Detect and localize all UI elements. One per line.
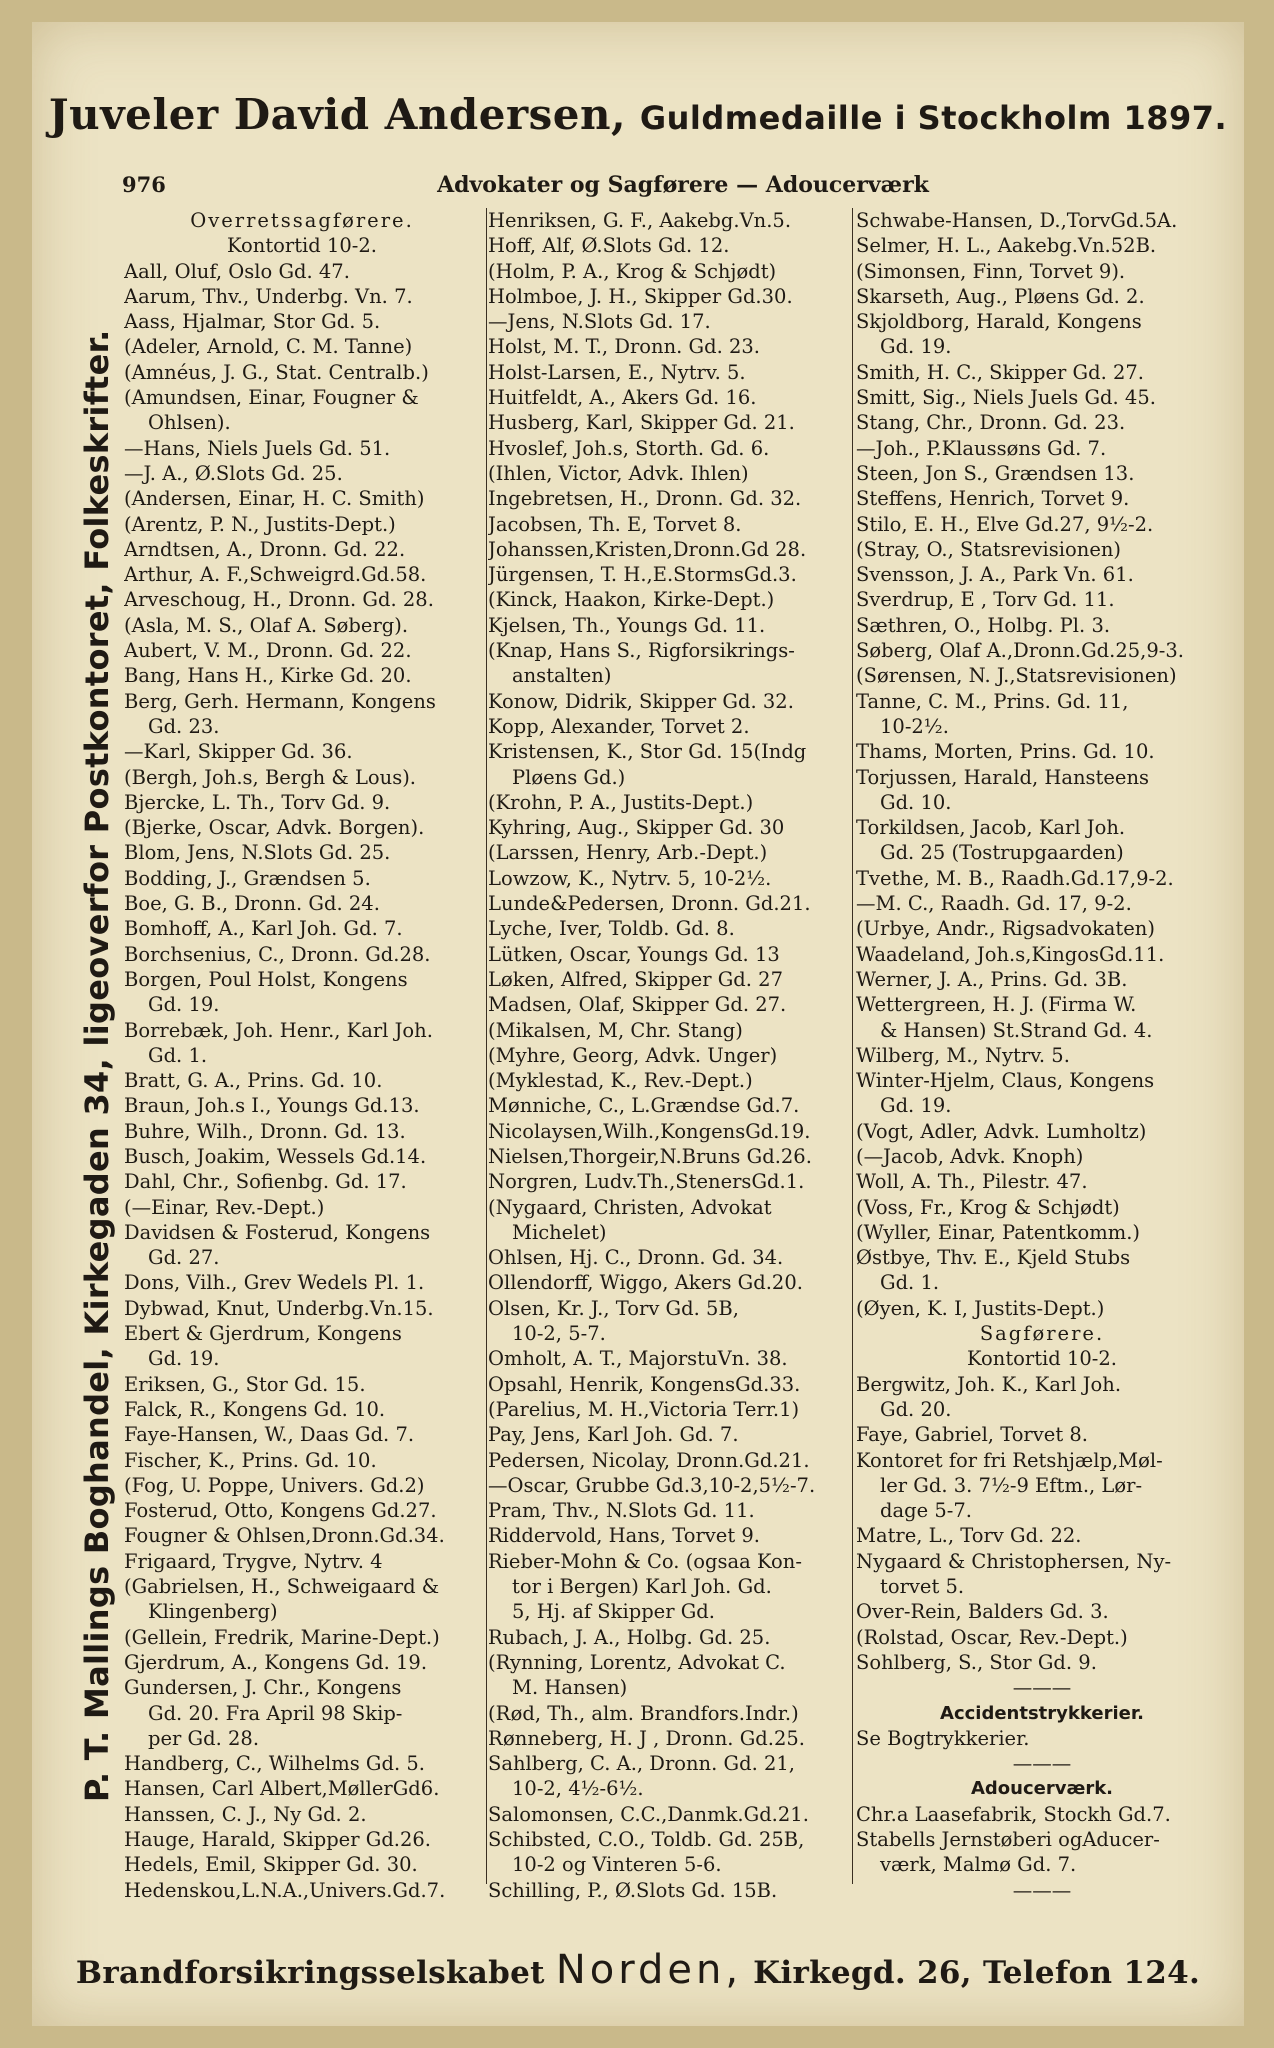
directory-entry: Kristensen, K., Stor Gd. 15(Indg <box>488 740 807 764</box>
directory-entry: Pedersen, Nicolay, Dronn.Gd.21. <box>488 1448 810 1472</box>
directory-entry: Gd. 19. <box>880 335 952 359</box>
directory-entry: Selmer, H. L., Aakebg.Vn.52B. <box>856 234 1157 258</box>
directory-entry: Wilberg, M., Nytrv. 5. <box>856 1043 1070 1067</box>
directory-entry: Madsen, Olaf, Skipper Gd. 27. <box>488 993 787 1017</box>
directory-entry: —Joh., P.Klaussøns Gd. 7. <box>856 436 1107 460</box>
directory-entry: (Gabrielsen, H., Schweigaard & <box>124 1575 440 1599</box>
directory-entry: (Adeler, Arnold, C. M. Tanne) <box>124 335 413 359</box>
section-heading: Sagførere. <box>979 1322 1105 1346</box>
directory-entry: Nygaard & Christophersen, Ny- <box>856 1549 1172 1573</box>
directory-entry: (—Einar, Rev.-Dept.) <box>124 1195 325 1219</box>
directory-entry: Rieber-Mohn & Co. (ogsaa Kon- <box>488 1549 802 1573</box>
directory-entry: Ollendorff, Wiggo, Akers Gd.20. <box>488 1271 803 1295</box>
directory-entry: Stang, Chr., Dronn. Gd. 23. <box>856 411 1126 435</box>
directory-entry: Mønniche, C., L.Grændse Gd.7. <box>488 1094 800 1118</box>
directory-entry: Lunde&Pedersen, Dronn. Gd.21. <box>488 892 811 916</box>
bottom-advertisement <box>32 1947 1244 1993</box>
directory-entry: Wettergreen, H. J. (Firma W. <box>856 993 1137 1017</box>
section-heading: Adoucerværk. <box>970 1778 1114 1800</box>
column-2 <box>488 208 848 1903</box>
directory-entry: (Urbye, Andr., Rigsadvokaten) <box>856 917 1155 941</box>
directory-entry: Winter-Hjelm, Claus, Kongens <box>856 1069 1155 1093</box>
directory-entry: dage 5-7. <box>880 1499 972 1523</box>
directory-entry: (Bergh, Joh.s, Bergh & Lous). <box>124 765 417 789</box>
directory-entry: Stilo, E. H., Elve Gd.27, 9½-2. <box>856 512 1154 536</box>
directory-entry: Holst, M. T., Dronn. Gd. 23. <box>488 335 761 359</box>
directory-entry: Holst-Larsen, E., Nytrv. 5. <box>488 360 746 384</box>
directory-entry: Arndtsen, A., Dronn. Gd. 22. <box>124 537 406 561</box>
directory-entry: værk, Malmø Gd. 7. <box>880 1853 1077 1877</box>
directory-entry: —M. C., Raadh. Gd. 17, 9-2. <box>856 892 1132 916</box>
directory-entry: (Fog, U. Poppe, Univers. Gd.2) <box>124 1473 425 1497</box>
directory-entry: Werner, J. A., Prins. Gd. 3B. <box>856 967 1128 991</box>
directory-entry: —Oscar, Grubbe Gd.3,10-2,5½-7. <box>488 1473 816 1497</box>
directory-entry: Hanssen, C. J., Ny Gd. 2. <box>124 1802 367 1826</box>
directory-entry: Huitfeldt, A., Akers Gd. 16. <box>488 386 757 410</box>
directory-entry: 10-2½. <box>880 714 949 738</box>
directory-entry: per Gd. 28. <box>148 1726 260 1750</box>
directory-entry: Gd. 23. <box>148 714 220 738</box>
directory-entry: Sahlberg, C. A., Dronn. Gd. 21, <box>488 1752 795 1776</box>
directory-entry: —J. A., Ø.Slots Gd. 25. <box>124 461 343 485</box>
directory-entry: Kopp, Alexander, Torvet 2. <box>488 714 750 738</box>
directory-entry: Gd. 1. <box>148 1043 208 1067</box>
directory-entry: Hedenskou,L.N.A.,Univers.Gd.7. <box>124 1878 446 1902</box>
section-subheading: Kontortid 10-2. <box>226 234 377 258</box>
directory-entry: Konow, Didrik, Skipper Gd. 32. <box>488 689 794 713</box>
directory-entry: Fougner & Ohlsen,Dronn.Gd.34. <box>124 1524 445 1548</box>
directory-entry: 10-2 og Vinteren 5-6. <box>512 1853 722 1877</box>
directory-entry: Se Bogtrykkerier. <box>856 1726 1030 1750</box>
section-heading: Accidentstrykkerier. <box>940 1702 1144 1724</box>
directory-entry: 5, Hj. af Skipper Gd. <box>512 1600 715 1624</box>
directory-entry: (Ihlen, Victor, Advk. Ihlen) <box>488 461 749 485</box>
directory-entry: M. Hansen) <box>512 1676 628 1700</box>
directory-entry: Smith, H. C., Skipper Gd. 27. <box>856 360 1145 384</box>
directory-entry: (Rød, Th., alm. Brandfors.Indr.) <box>488 1701 799 1725</box>
directory-entry: Thams, Morten, Prins. Gd. 10. <box>856 740 1155 764</box>
directory-entry: Kontoret for fri Retshjælp,Møl- <box>856 1448 1163 1472</box>
directory-entry: Lütken, Oscar, Youngs Gd. 13 <box>488 942 780 966</box>
directory-entry: Borrebæk, Joh. Henr., Karl Joh. <box>124 1018 433 1042</box>
directory-entry: Arthur, A. F.,Schweigrd.Gd.58. <box>124 563 427 587</box>
directory-entry: (Gellein, Fredrik, Marine-Dept.) <box>124 1625 440 1649</box>
directory-entry: (Amnéus, J. G., Stat. Centralb.) <box>124 360 429 384</box>
directory-entry: (Rynning, Lorentz, Advokat C. <box>488 1650 786 1674</box>
directory-entry: & Hansen) St.Strand Gd. 4. <box>880 1018 1153 1042</box>
directory-entry: Faye, Gabriel, Torvet 8. <box>856 1423 1088 1447</box>
directory-entry: Gundersen, J. Chr., Kongens <box>124 1676 402 1700</box>
directory-entry: Gd. 1. <box>880 1271 940 1295</box>
directory-entry: Salomonsen, C.C.,Danmk.Gd.21. <box>488 1802 809 1826</box>
column-rule <box>486 208 487 1884</box>
top-ad-text: Guldmedaille i Stockholm 1897. <box>639 99 1228 137</box>
directory-entry: —Karl, Skipper Gd. 36. <box>124 740 353 764</box>
directory-entry: Borchsenius, C., Dronn. Gd.28. <box>124 942 431 966</box>
directory-entry: Steffens, Henrich, Torvet 9. <box>856 487 1130 511</box>
directory-entry: Michelet) <box>512 1220 607 1244</box>
separator: ——— <box>1012 1676 1072 1700</box>
directory-entry: Klingenberg) <box>148 1600 278 1624</box>
bottom-ad-name: Norden, <box>555 1947 743 1993</box>
directory-entry: Gd. 20. <box>880 1397 952 1421</box>
directory-entry: Jacobsen, Th. E, Torvet 8. <box>488 512 742 536</box>
directory-entry: Sæthren, O., Holbg. Pl. 3. <box>856 613 1111 637</box>
directory-entry: Rubach, J. A., Holbg. Gd. 25. <box>488 1625 771 1649</box>
directory-entry: Frigaard, Trygve, Nytrv. 4 <box>124 1549 383 1573</box>
directory-entry: —Hans, Niels Juels Gd. 51. <box>124 436 391 460</box>
directory-entry: (Nygaard, Christen, Advokat <box>488 1195 772 1219</box>
directory-entry: ler Gd. 3. 7½-9 Eftm., Lør- <box>880 1473 1143 1497</box>
directory-entry: Woll, A. Th., Pilestr. 47. <box>856 1170 1088 1194</box>
directory-entry: —Jens, N.Slots Gd. 17. <box>488 310 711 334</box>
section-subheading: Kontortid 10-2. <box>966 1347 1117 1371</box>
directory-entry: Over-Rein, Balders Gd. 3. <box>856 1600 1109 1624</box>
directory-entry: torvet 5. <box>880 1575 965 1599</box>
bottom-ad-post: Kirkegd. 26, Telefon 124. <box>753 1955 1201 1991</box>
directory-entry: (Myhre, Georg, Advk. Unger) <box>488 1043 778 1067</box>
directory-entry: Nicolaysen,Wilh.,KongensGd.19. <box>488 1119 811 1143</box>
page-heading: Advokater og Sagførere — Adoucerværk <box>437 172 929 198</box>
directory-entry: Søberg, Olaf A.,Dronn.Gd.25,9-3. <box>856 639 1184 663</box>
directory-entry: Omholt, A. T., MajorstuVn. 38. <box>488 1347 788 1371</box>
directory-entry: Pløens Gd.) <box>512 765 626 789</box>
directory-entry: Smitt, Sig., Niels Juels Gd. 45. <box>856 386 1156 410</box>
directory-entry: Dons, Vilh., Grev Wedels Pl. 1. <box>124 1271 425 1295</box>
directory-entry: Gd. 25 (Tostrupgaarden) <box>880 841 1124 865</box>
directory-entry: Handberg, C., Wilhelms Gd. 5. <box>124 1752 425 1776</box>
directory-entry: (Mikalsen, M, Chr. Stang) <box>488 1018 743 1042</box>
directory-entry: Lowzow, K., Nytrv. 5, 10-2½. <box>488 866 772 890</box>
directory-entry: Bergwitz, Joh. K., Karl Joh. <box>856 1372 1122 1396</box>
directory-entry: Tvethe, M. B., Raadh.Gd.17,9-2. <box>856 866 1174 890</box>
directory-entry: (Krohn, P. A., Justits-Dept.) <box>488 790 754 814</box>
directory-entry: (Arentz, P. N., Justits-Dept.) <box>124 512 396 536</box>
directory-page <box>32 22 1244 2026</box>
page-number: 976 <box>122 172 166 197</box>
directory-entry: Fischer, K., Prins. Gd. 10. <box>124 1448 377 1472</box>
directory-entry: Borgen, Poul Holst, Kongens <box>124 967 408 991</box>
directory-entry: Jürgensen, T. H.,E.StormsGd.3. <box>488 563 797 587</box>
directory-entry: Gjerdrum, A., Kongens Gd. 19. <box>124 1650 428 1674</box>
directory-entry: (Stray, O., Statsrevisionen) <box>856 537 1122 561</box>
column-1 <box>124 208 480 1903</box>
directory-entry: (Parelius, M. H.,Victoria Terr.1) <box>488 1397 800 1421</box>
side-advertisement: P. T. Mallings Boghandel, Kirkegaden 34, ligeoverfor Postkontoret, Folkeskrifter. <box>78 329 116 1802</box>
directory-entry: Henriksen, G. F., Aakebg.Vn.5. <box>488 209 792 232</box>
directory-entry: (Amundsen, Einar, Fougner & <box>124 386 419 410</box>
directory-entry: Torjussen, Harald, Hansteens <box>856 765 1150 789</box>
directory-entry: Pram, Thv., N.Slots Gd. 11. <box>488 1499 755 1523</box>
directory-entry: Bodding, J., Grændsen 5. <box>124 866 371 890</box>
directory-entry: Gd. 19. <box>148 993 220 1017</box>
directory-entry: Steen, Jon S., Grændsen 13. <box>856 461 1135 485</box>
directory-entry: Fosterud, Otto, Kongens Gd.27. <box>124 1499 437 1523</box>
column-3 <box>856 208 1228 1903</box>
directory-entry: Sohlberg, S., Stor Gd. 9. <box>856 1650 1097 1674</box>
directory-entry: Gd. 20. Fra April 98 Skip- <box>148 1701 403 1725</box>
directory-entry: Skarseth, Aug., Pløens Gd. 2. <box>856 284 1145 308</box>
directory-entry: (Wyller, Einar, Patentkomm.) <box>856 1220 1141 1244</box>
directory-entry: Davidsen & Fosterud, Kongens <box>124 1220 431 1244</box>
directory-entry: Gd. 27. <box>148 1246 220 1270</box>
directory-entry: Tanne, C. M., Prins. Gd. 11, <box>856 689 1129 713</box>
directory-entry: (Kinck, Haakon, Kirke-Dept.) <box>488 588 775 612</box>
directory-entry: Gd. 19. <box>880 1094 952 1118</box>
directory-entry: Berg, Gerh. Hermann, Kongens <box>124 689 436 713</box>
directory-entry: Husberg, Karl, Skipper Gd. 21. <box>488 411 795 435</box>
directory-entry: Schibsted, C.O., Toldb. Gd. 25B, <box>488 1828 805 1851</box>
directory-entry: Norgren, Ludv.Th.,StenersGd.1. <box>488 1170 805 1194</box>
directory-entry: Hansen, Carl Albert,MøllerGd6. <box>124 1777 440 1801</box>
directory-entry: Pay, Jens, Karl Joh. Gd. 7. <box>488 1423 739 1447</box>
directory-entry: Rønneberg, H. J , Dronn. Gd.25. <box>488 1726 805 1750</box>
directory-entry: Buhre, Wilh., Dronn. Gd. 13. <box>124 1119 406 1143</box>
directory-entry: Torkildsen, Jacob, Karl Joh. <box>856 816 1126 840</box>
directory-entry: Bang, Hans H., Kirke Gd. 20. <box>124 664 412 688</box>
directory-entry: (Holm, P. A., Krog & Schjødt) <box>488 259 777 283</box>
directory-entry: Holmboe, J. H., Skipper Gd.30. <box>488 284 793 308</box>
directory-entry: Eriksen, G., Stor Gd. 15. <box>124 1372 366 1396</box>
directory-entry: (Øyen, K. I, Justits-Dept.) <box>856 1296 1105 1320</box>
directory-entry: Dybwad, Knut, Underbg.Vn.15. <box>124 1296 434 1320</box>
directory-entry: (Voss, Fr., Krog & Schjødt) <box>856 1195 1120 1219</box>
directory-entry: Ingebretsen, H., Dronn. Gd. 32. <box>488 487 802 511</box>
separator: ——— <box>1012 1878 1072 1902</box>
directory-entry: Boe, G. B., Dronn. Gd. 24. <box>124 892 380 916</box>
directory-entry: Waadeland, Joh.s,KingosGd.11. <box>856 942 1165 966</box>
directory-entry: Bomhoff, A., Karl Joh. Gd. 7. <box>124 917 403 941</box>
directory-entry: Skjoldborg, Harald, Kongens <box>856 310 1142 334</box>
top-advertisement <box>32 90 1244 139</box>
directory-entry: Arveschoug, H., Dronn. Gd. 28. <box>124 588 434 612</box>
directory-entry: (Sørensen, N. J.,Statsrevisionen) <box>856 664 1177 688</box>
directory-entry: Johanssen,Kristen,Dronn.Gd 28. <box>488 537 807 561</box>
directory-entry: Matre, L., Torv Gd. 22. <box>856 1524 1082 1548</box>
separator: ——— <box>1012 1752 1072 1776</box>
directory-entry: Schilling, P., Ø.Slots Gd. 15B. <box>488 1878 778 1902</box>
directory-entry: Lyche, Iver, Toldb. Gd. 8. <box>488 917 735 941</box>
directory-entry: Østbye, Thv. E., Kjeld Stubs <box>856 1246 1131 1270</box>
directory-entry: Gd. 19. <box>148 1347 220 1371</box>
directory-entry: Hedels, Emil, Skipper Gd. 30. <box>124 1853 418 1877</box>
directory-entry: Ebert & Gjerdrum, Kongens <box>124 1322 402 1346</box>
directory-entry: Olsen, Kr. J., Torv Gd. 5B, <box>488 1296 739 1320</box>
directory-entry: (—Jacob, Advk. Knoph) <box>856 1144 1084 1168</box>
bottom-ad-pre: Brandforsikringsselskabet <box>75 1955 545 1991</box>
directory-entry: Hauge, Harald, Skipper Gd.26. <box>124 1828 432 1851</box>
directory-entry: Svensson, J. A., Park Vn. 61. <box>856 563 1134 587</box>
directory-entry: 10-2, 4½-6½. <box>512 1777 644 1801</box>
column-rule <box>852 208 853 1884</box>
directory-entry: Falck, R., Kongens Gd. 10. <box>124 1397 386 1421</box>
directory-entry: Sverdrup, E , Torv Gd. 11. <box>856 588 1115 612</box>
directory-entry: Opsahl, Henrik, KongensGd.33. <box>488 1372 801 1396</box>
directory-entry: Ohlsen). <box>148 411 231 435</box>
directory-entry: tor i Bergen) Karl Joh. Gd. <box>512 1575 772 1599</box>
directory-entry: (Simonsen, Finn, Torvet 9). <box>856 259 1126 283</box>
directory-entry: (Knap, Hans S., Rigforsikrings- <box>488 639 795 663</box>
directory-entry: Bjercke, L. Th., Torv Gd. 9. <box>124 790 391 814</box>
directory-entry: Hoff, Alf, Ø.Slots Gd. 12. <box>488 234 730 258</box>
top-ad-name: Juveler David Andersen, <box>48 90 627 139</box>
directory-entry: (Vogt, Adler, Advk. Lumholtz) <box>856 1119 1147 1143</box>
directory-entry: Bratt, G. A., Prins. Gd. 10. <box>124 1069 383 1093</box>
directory-entry: Aall, Oluf, Oslo Gd. 47. <box>124 259 350 283</box>
directory-entry: anstalten) <box>512 664 612 688</box>
directory-entry: Kjelsen, Th., Youngs Gd. 11. <box>488 613 766 637</box>
directory-entry: Nielsen,Thorgeir,N.Bruns Gd.26. <box>488 1144 812 1168</box>
directory-entry: Blom, Jens, N.Slots Gd. 25. <box>124 841 391 865</box>
directory-entry: (Rolstad, Oscar, Rev.-Dept.) <box>856 1625 1128 1649</box>
directory-entry: 10-2, 5-7. <box>512 1322 606 1346</box>
directory-entry: Schwabe-Hansen, D.,TorvGd.5A. <box>856 209 1178 232</box>
directory-entry: (Larssen, Henry, Arb.-Dept.) <box>488 841 768 865</box>
directory-entry: Løken, Alfred, Skipper Gd. 27 <box>488 967 783 991</box>
directory-entry: Ohlsen, Hj. C., Dronn. Gd. 34. <box>488 1246 784 1270</box>
directory-entry: Faye-Hansen, W., Daas Gd. 7. <box>124 1423 415 1447</box>
directory-entry: Chr.a Laasefabrik, Stockh Gd.7. <box>856 1802 1171 1826</box>
directory-entry: Aass, Hjalmar, Stor Gd. 5. <box>124 310 381 334</box>
directory-entry: Stabells Jernstøberi ogAducer- <box>856 1828 1160 1851</box>
directory-entry: Dahl, Chr., Sofienbg. Gd. 17. <box>124 1170 407 1194</box>
directory-entry: (Asla, M. S., Olaf A. Søberg). <box>124 613 409 637</box>
directory-entry: Busch, Joakim, Wessels Gd.14. <box>124 1144 427 1168</box>
directory-entry: (Andersen, Einar, H. C. Smith) <box>124 487 425 511</box>
section-heading: Overretssagførere. <box>190 209 414 232</box>
directory-entry: Hvoslef, Joh.s, Storth. Gd. 6. <box>488 436 770 460</box>
directory-entry: Aubert, V. M., Dronn. Gd. 22. <box>124 639 412 663</box>
directory-entry: Riddervold, Hans, Torvet 9. <box>488 1524 760 1548</box>
directory-entry: Aarum, Thv., Underbg. Vn. 7. <box>124 284 413 308</box>
directory-entry: (Bjerke, Oscar, Advk. Borgen). <box>124 816 425 840</box>
directory-entry: (Myklestad, K., Rev.-Dept.) <box>488 1069 753 1093</box>
directory-entry: Kyhring, Aug., Skipper Gd. 30 <box>488 816 785 840</box>
directory-entry: Braun, Joh.s I., Youngs Gd.13. <box>124 1094 420 1118</box>
directory-entry: Gd. 10. <box>880 790 952 814</box>
